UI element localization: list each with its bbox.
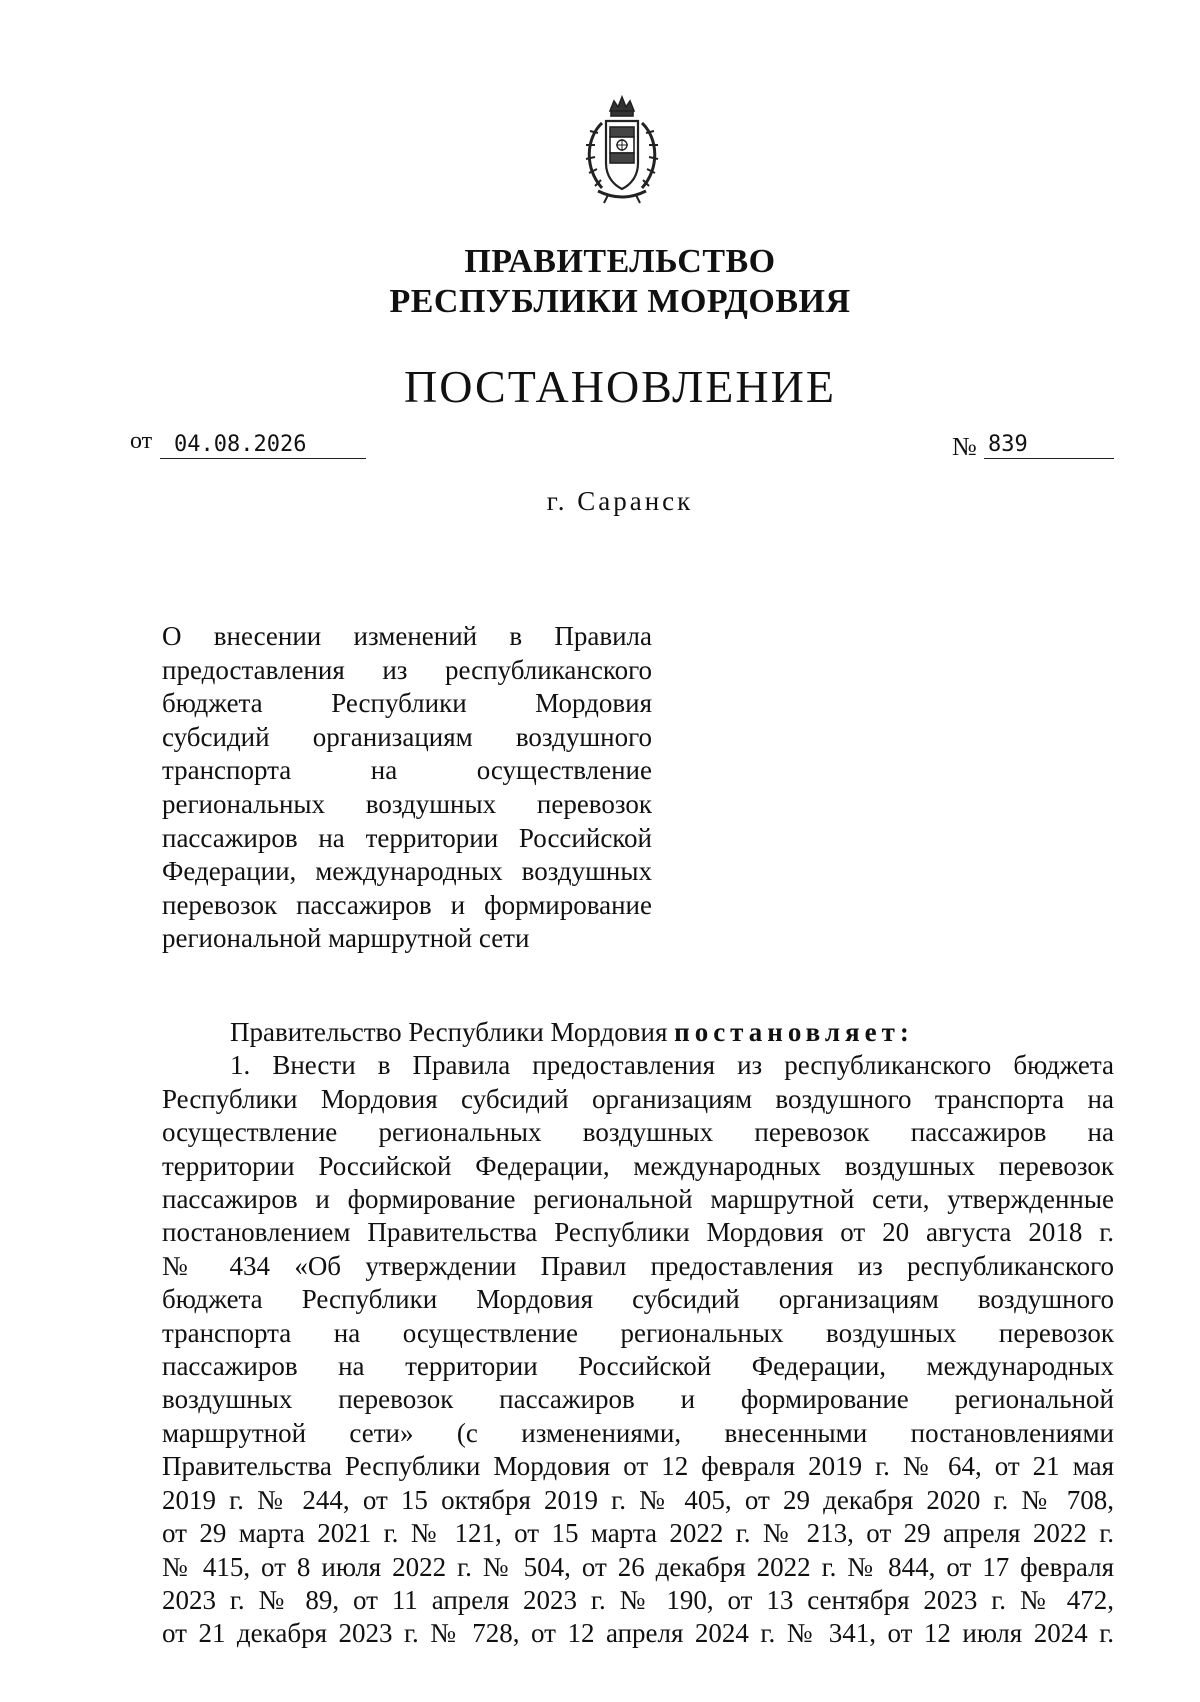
body-line: бюджета Республики Мордовия субсидий организациям воздушного [162, 1284, 1114, 1315]
body-line: маршрутной сети» (с изменениями, внесенными постановлениями [162, 1417, 1114, 1448]
document-number: 839 [988, 432, 1028, 457]
body-line: воздушных перевозок пассажиров и формирование региональной [162, 1384, 1114, 1415]
subject-line: бюджета Республики Мордовия [162, 688, 652, 719]
organization-name-line2: РЕСПУБЛИКИ МОРДОВИЯ [389, 283, 851, 320]
preamble-verb: постановляет: [674, 1017, 914, 1047]
preamble [162, 1016, 1114, 1049]
subject-line: региональной маршрутной сети [162, 923, 530, 954]
subject-line: Федерации, международных воздушных [162, 856, 652, 887]
subject-line: субсидий организациям воздушного [162, 721, 652, 752]
date-prefix: от [130, 428, 153, 454]
body-line: транспорта на осуществление региональных воздушных перевозок [162, 1317, 1114, 1348]
body-line: № 415, от 8 июля 2022 г. № 504, от 26 декабря 2022 г. № 844, от 17 февраля [162, 1551, 1114, 1582]
body-line: 2023 г. № 89, от 11 апреля 2023 г. № 190, от 13 сентября 2023 г. № 472, [162, 1584, 1114, 1615]
coat-of-arms-icon [572, 93, 672, 208]
body-line: Правительства Республики Мордовия от 12 февраля 2019 г. № 64, от 21 мая [162, 1451, 1114, 1482]
body-line: № 434 «Об утверждении Правил предоставления из республиканского [162, 1250, 1114, 1281]
subject-line: региональных воздушных перевозок [162, 788, 652, 819]
document-date: 04.08.2026 [174, 432, 307, 457]
body-line: пассажиров на территории Российской Федерации, международных [162, 1351, 1114, 1382]
subject-line: перевозок пассажиров и формирование [162, 889, 652, 920]
subject-line: транспорта на осуществление [162, 755, 652, 786]
body-line: от 29 марта 2021 г. № 121, от 15 марта 2022 г. № 213, от 29 апреля 2022 г. [162, 1518, 1114, 1549]
document-subject [162, 620, 652, 956]
subject-line: пассажиров на территории Российской [162, 822, 652, 853]
subject-line: О внесении изменений в Правила [162, 621, 652, 651]
body-line: пассажиров и формирование региональной маршрутной сети, утвержденные [162, 1184, 1114, 1215]
date-underline [160, 458, 366, 459]
body-line: Республики Мордовия субсидий организациям воздушного транспорта на [162, 1083, 1114, 1114]
document-body [162, 1016, 1114, 1651]
body-line: 2019 г. № 244, от 15 октября 2019 г. № 405, от 29 декабря 2020 г. № 708, [162, 1484, 1114, 1515]
body-line: постановлением Правительства Республики Мордовия от 20 августа 2018 г. [162, 1217, 1114, 1248]
body-line: территории Российской Федерации, международных воздушных перевозок [162, 1150, 1114, 1181]
body-line: осуществление региональных воздушных перевозок пассажиров на [162, 1117, 1114, 1148]
organization-name-line1: ПРАВИТЕЛЬСТВО [464, 243, 776, 280]
city-name: г. Саранск [546, 486, 694, 516]
body-line: 1. Внести в Правила предоставления из республиканского бюджета [230, 1050, 1114, 1081]
number-sign: № [952, 432, 977, 461]
number-underline [984, 458, 1114, 459]
body-line: от 21 декабря 2023 г. № 728, от 12 апреля 2024 г. № 341, от 12 июля 2024 г. [162, 1618, 1114, 1649]
document-type: ПОСТАНОВЛЕНИЕ [404, 361, 836, 412]
subject-line: предоставления из республиканского [162, 654, 652, 685]
preamble-text: Правительство Республики Мордовия [230, 1017, 668, 1047]
